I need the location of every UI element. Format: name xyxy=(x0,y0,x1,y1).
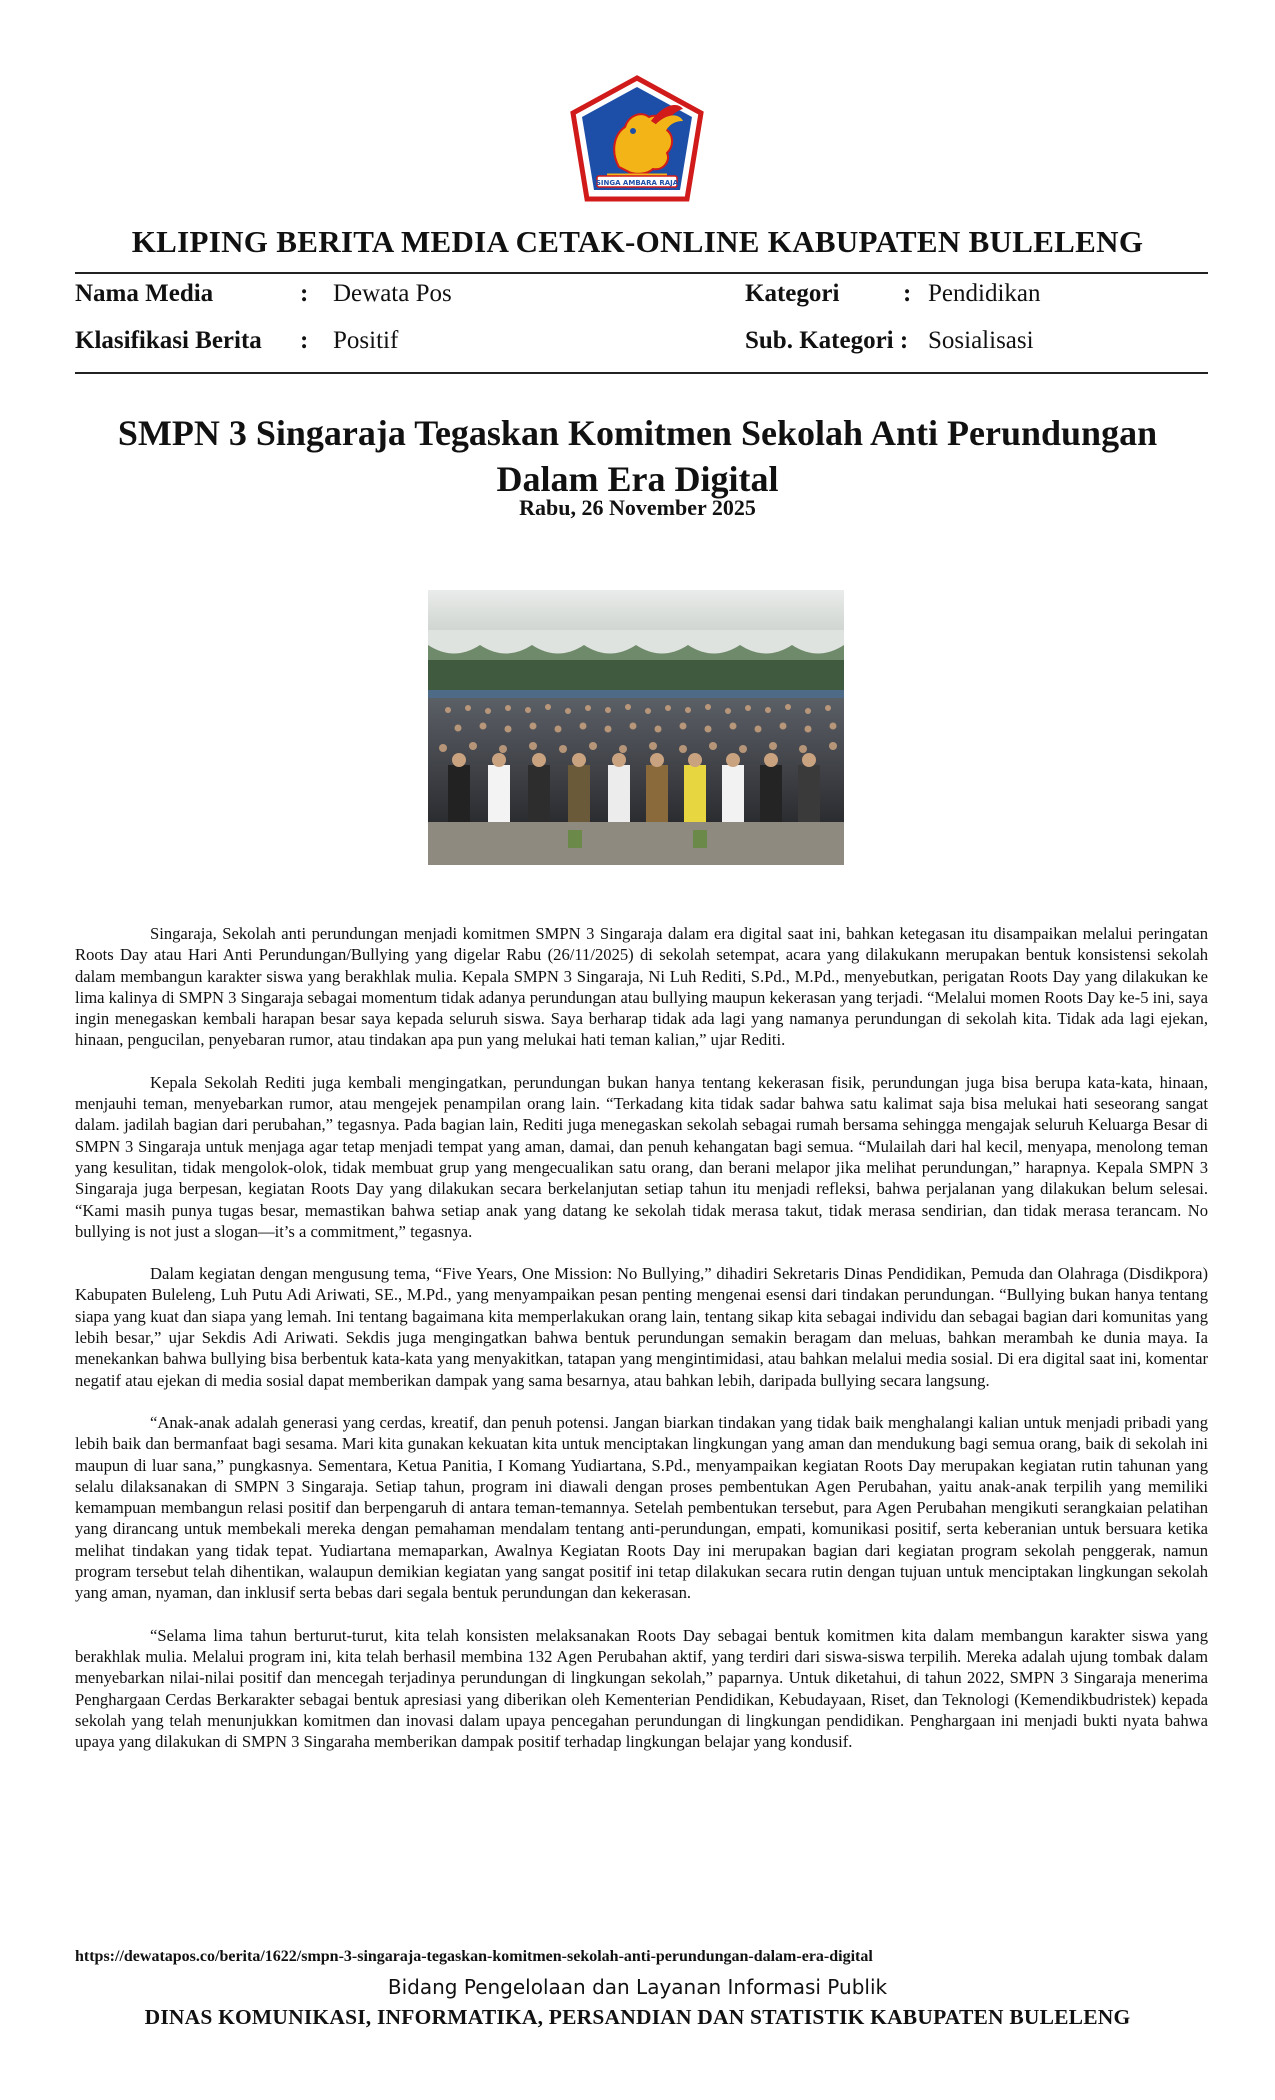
meta-klasifikasi-value: Positif xyxy=(333,327,399,354)
meta-kategori-colon: : xyxy=(903,280,912,307)
header-divider-top xyxy=(75,272,1208,274)
article-paragraph: “Anak-anak adalah generasi yang cerdas, kreatif, dan penuh potensi. Jangan biarkan tindakan yang tidak baik menghalangi kalian untuk menjadi pribadi yang lebih baik dan bermanfaat bagi sesama. Mari kita gunakan kekuatan kita untuk menciptakan lingkungan yang aman dan mendukung bagi semua orang, baik di sekolah ini maupun di luar sana,” pungkasnya. Sementara, Ketua Panitia, I Komang Yudiartana, S.Pd., menyampaikan kegiatan Roots Day merupakan kegiatan rutin tahunan yang selalu dilaksanakan di SMPN 3 Singaraja. Setiap tahun, program ini diawali dengan proses pembentukan Agen Perubahan, yaitu anak-anak terpilih yang memiliki kemampuan membangun relasi positif dan berpengaruh di antara teman-temannya. Setelah pembentukan tersebut, para Agen Perubahan mengikuti serangkaian pelatihan yang dirancang untuk membekali mereka dengan pemahaman mendalam tentang anti-perundungan, empati, komunikasi positif, serta keberanian untuk bersuara ketika melihat tindakan yang tidak tepat. Yudiartana memaparkan, Awalnya Kegiatan Roots Day ini merupakan bagian dari kegiatan program sekolah penggerak, namun program tersebut telah dihentikan, walaupun demikian kegiatan yang sangat positif ini tetap dilakukan secara rutin dengan tujuan untuk menciptakan lingkungan sekolah yang aman, nyaman, dan inklusif serta bebas dari segala bentuk perundungan dan kekerasan. xyxy=(75,1412,1208,1603)
emblem-graphic xyxy=(567,75,707,205)
meta-sub-kategori-value: Sosialisasi xyxy=(928,327,1034,354)
footer-department: Bidang Pengelolaan dan Layanan Informasi Publik xyxy=(387,1975,888,1999)
crowd-photo-illustration xyxy=(428,590,844,865)
meta-kategori-value: Pendidikan xyxy=(928,280,1041,307)
article-date: Rabu, 26 November 2025 xyxy=(519,495,756,520)
header-divider-bottom xyxy=(75,372,1208,374)
meta-media-colon: : xyxy=(300,280,309,307)
document-header-title: KLIPING BERITA MEDIA CETAK-ONLINE KABUPATEN BULELENG xyxy=(131,224,1144,259)
article-paragraph: Singaraja, Sekolah anti perundungan menjadi komitmen SMPN 3 Singaraja dalam era digital saat ini, bahkan ketegasan itu disampaikan melalui peringatan Roots Day atau Hari Anti Perundungan/Bullying yang digelar Rabu (26/11/2025) di sekolah setempat, acara yang dilakukann merupakan bentuk konsistensi sekolah dalam membangun karakter siswa yang berakhlak mulia. Kepala SMPN 3 Singaraja, Ni Luh Rediti, S.Pd., M.Pd., menyebutkan, perigatan Roots Day yang dilakukan ke lima kalinya di SMPN 3 Singaraja sebagai momentum tidak adanya perundungan atau bullying maupun kekerasan yang terjadi. “Melalui momen Roots Day ke-5 ini, saya ingin menegaskan kembali harapan besar saya kepada seluruh siswa. Saya berharap tidak ada lagi yang namanya perundungan di sekolah kita. Tidak ada lagi ejekan, hinaan, pengucilan, penyebaran rumor, atau tindakan apa pun yang melukai hati teman kalian,” ujar Rediti. xyxy=(75,924,1208,1050)
meta-klasifikasi-label: Klasifikasi Berita xyxy=(75,327,262,354)
regency-emblem-logo xyxy=(567,75,707,205)
article-paragraph: Dalam kegiatan dengan mengusung tema, “Five Years, One Mission: No Bullying,” dihadiri Sekretaris Dinas Pendidikan, Pemuda dan Olahraga (Disdikpora) Kabupaten Buleleng, Luh Putu Adi Ariwati, SE., M.Pd., yang menyampaikan pesan penting mengenai esensi dari tindakan perundungan. “Bullying bukan hanya tentang siapa yang kuat dan siapa yang lemah. Ini tentang bagaimana kita memperlakukan orang lain, tentang sikap kita sebagai individu dan sebagai bagian dari komunitas yang lebih besar,” ujar Sekdis Adi Ariwati. Sekdis juga mengingatkan bahwa bentuk perundungan semakin beragam dan meluas, bahkan merambah ke dunia maya. Ia menekankan bahwa bullying bisa berbentuk kata-kata yang menyakitkan, tatapan yang mengintimidasi, atau bahkan melalui media sosial. Di era digital saat ini, komentar negatif atau ejekan di media sosial dapat memberikan dampak yang sama besarnya, atau bahkan lebih, daripada bullying secara langsung. xyxy=(75,1264,1208,1390)
article-photo xyxy=(428,590,844,865)
emblem-motto: SINGA AMBARA RAJA xyxy=(595,179,679,187)
source-url-link[interactable]: https://dewatapos.co/berita/1622/smpn-3-singaraja-tegaskan-komitmen-sekolah-anti-perundungan-dalam-era-digital xyxy=(75,1948,873,1965)
article-paragraph: “Selama lima tahun berturut-turut, kita telah konsisten melaksanakan Roots Day sebagai bentuk komitmen kita dalam membangun karakter siswa yang berakhlak mulia. Melalui program ini, kita telah berhasil membina 132 Agen Perubahan aktif, yang terdiri dari siswa-siswa terpilih. Mereka adalah ujung tombak dalam menyebarkan nilai-nilai positif dan mencegah terjadinya perundungan di lingkungan sekolah,” paparnya. Untuk diketahui, di tahun 2022, SMPN 3 Singaraja menerima Penghargaan Cerdas Berkarakter sebagai bentuk apresiasi yang diberikan oleh Kementerian Pendidikan, Kebudayaan, Riset, dan Teknologi (Kemendikbudristek) kepada sekolah yang telah menunjukkan komitmen dan inovasi dalam upaya pencegahan perundungan di lingkungan pendidikan. Penghargaan ini menjadi bukti nyata bahwa upaya yang dilakukan di SMPN 3 Singaraha memberikan dampak positif terhadap lingkungan belajar yang kondusif. xyxy=(75,1625,1208,1752)
meta-kategori-label: Kategori xyxy=(745,280,840,307)
meta-sub-kategori-label: Sub. Kategori : xyxy=(745,327,909,354)
meta-media-label: Nama Media xyxy=(75,280,214,307)
meta-media-value: Dewata Pos xyxy=(333,280,452,307)
article-paragraph: Kepala Sekolah Rediti juga kembali mengingatkan, perundungan bukan hanya tentang kekerasan fisik, perundungan juga bisa berupa kata-kata, hinaan, menjauhi teman, menyebarkan rumor, atau mengejek penampilan orang lain. “Terkadang kita tidak sadar bahwa satu kalimat saja bisa melukai hati seseorang sangat dalam. jadilah bagian dari perubahan,” tegasnya. Pada bagian lain, Rediti juga menegaskan sekolah sebagai rumah bersama sehingga mengajak seluruh Keluarga Besar di SMPN 3 Singaraja untuk menjaga agar tetap menjadi tempat yang aman, damai, dan penuh kehangatan bagi semua. “Mulailah dari hal kecil, menyapa, menolong teman yang kesulitan, tidak mengolok-olok, tidak membuat grup yang mengecualikan satu orang, dan berani melapor jika melihat perundungan,” harapnya. Kepala SMPN 3 Singaraja juga berpesan, kegiatan Roots Day yang dilakukan secara berkelanjutan setiap tahun itu menjadi refleksi, bahwa perjalanan yang dilakukan belum selesai. “Kami masih punya tugas besar, memastikan bahwa setiap anak yang datang ke sekolah tidak merasa takut, tidak merasa sendirian, dan tidak merasa terancam. No bullying is not just a slogan—it’s a commitment,” tegasnya. xyxy=(75,1072,1208,1241)
article-body xyxy=(75,923,1208,1773)
footer-agency: DINAS KOMUNIKASI, INFORMATIKA, PERSANDIAN DAN STATISTIK KABUPATEN BULELENG xyxy=(144,2005,1131,2029)
article-title: SMPN 3 Singaraja Tegaskan Komitmen Sekolah Anti Perundungan Dalam Era Digital xyxy=(117,413,1158,499)
meta-klasifikasi-colon: : xyxy=(300,327,309,354)
